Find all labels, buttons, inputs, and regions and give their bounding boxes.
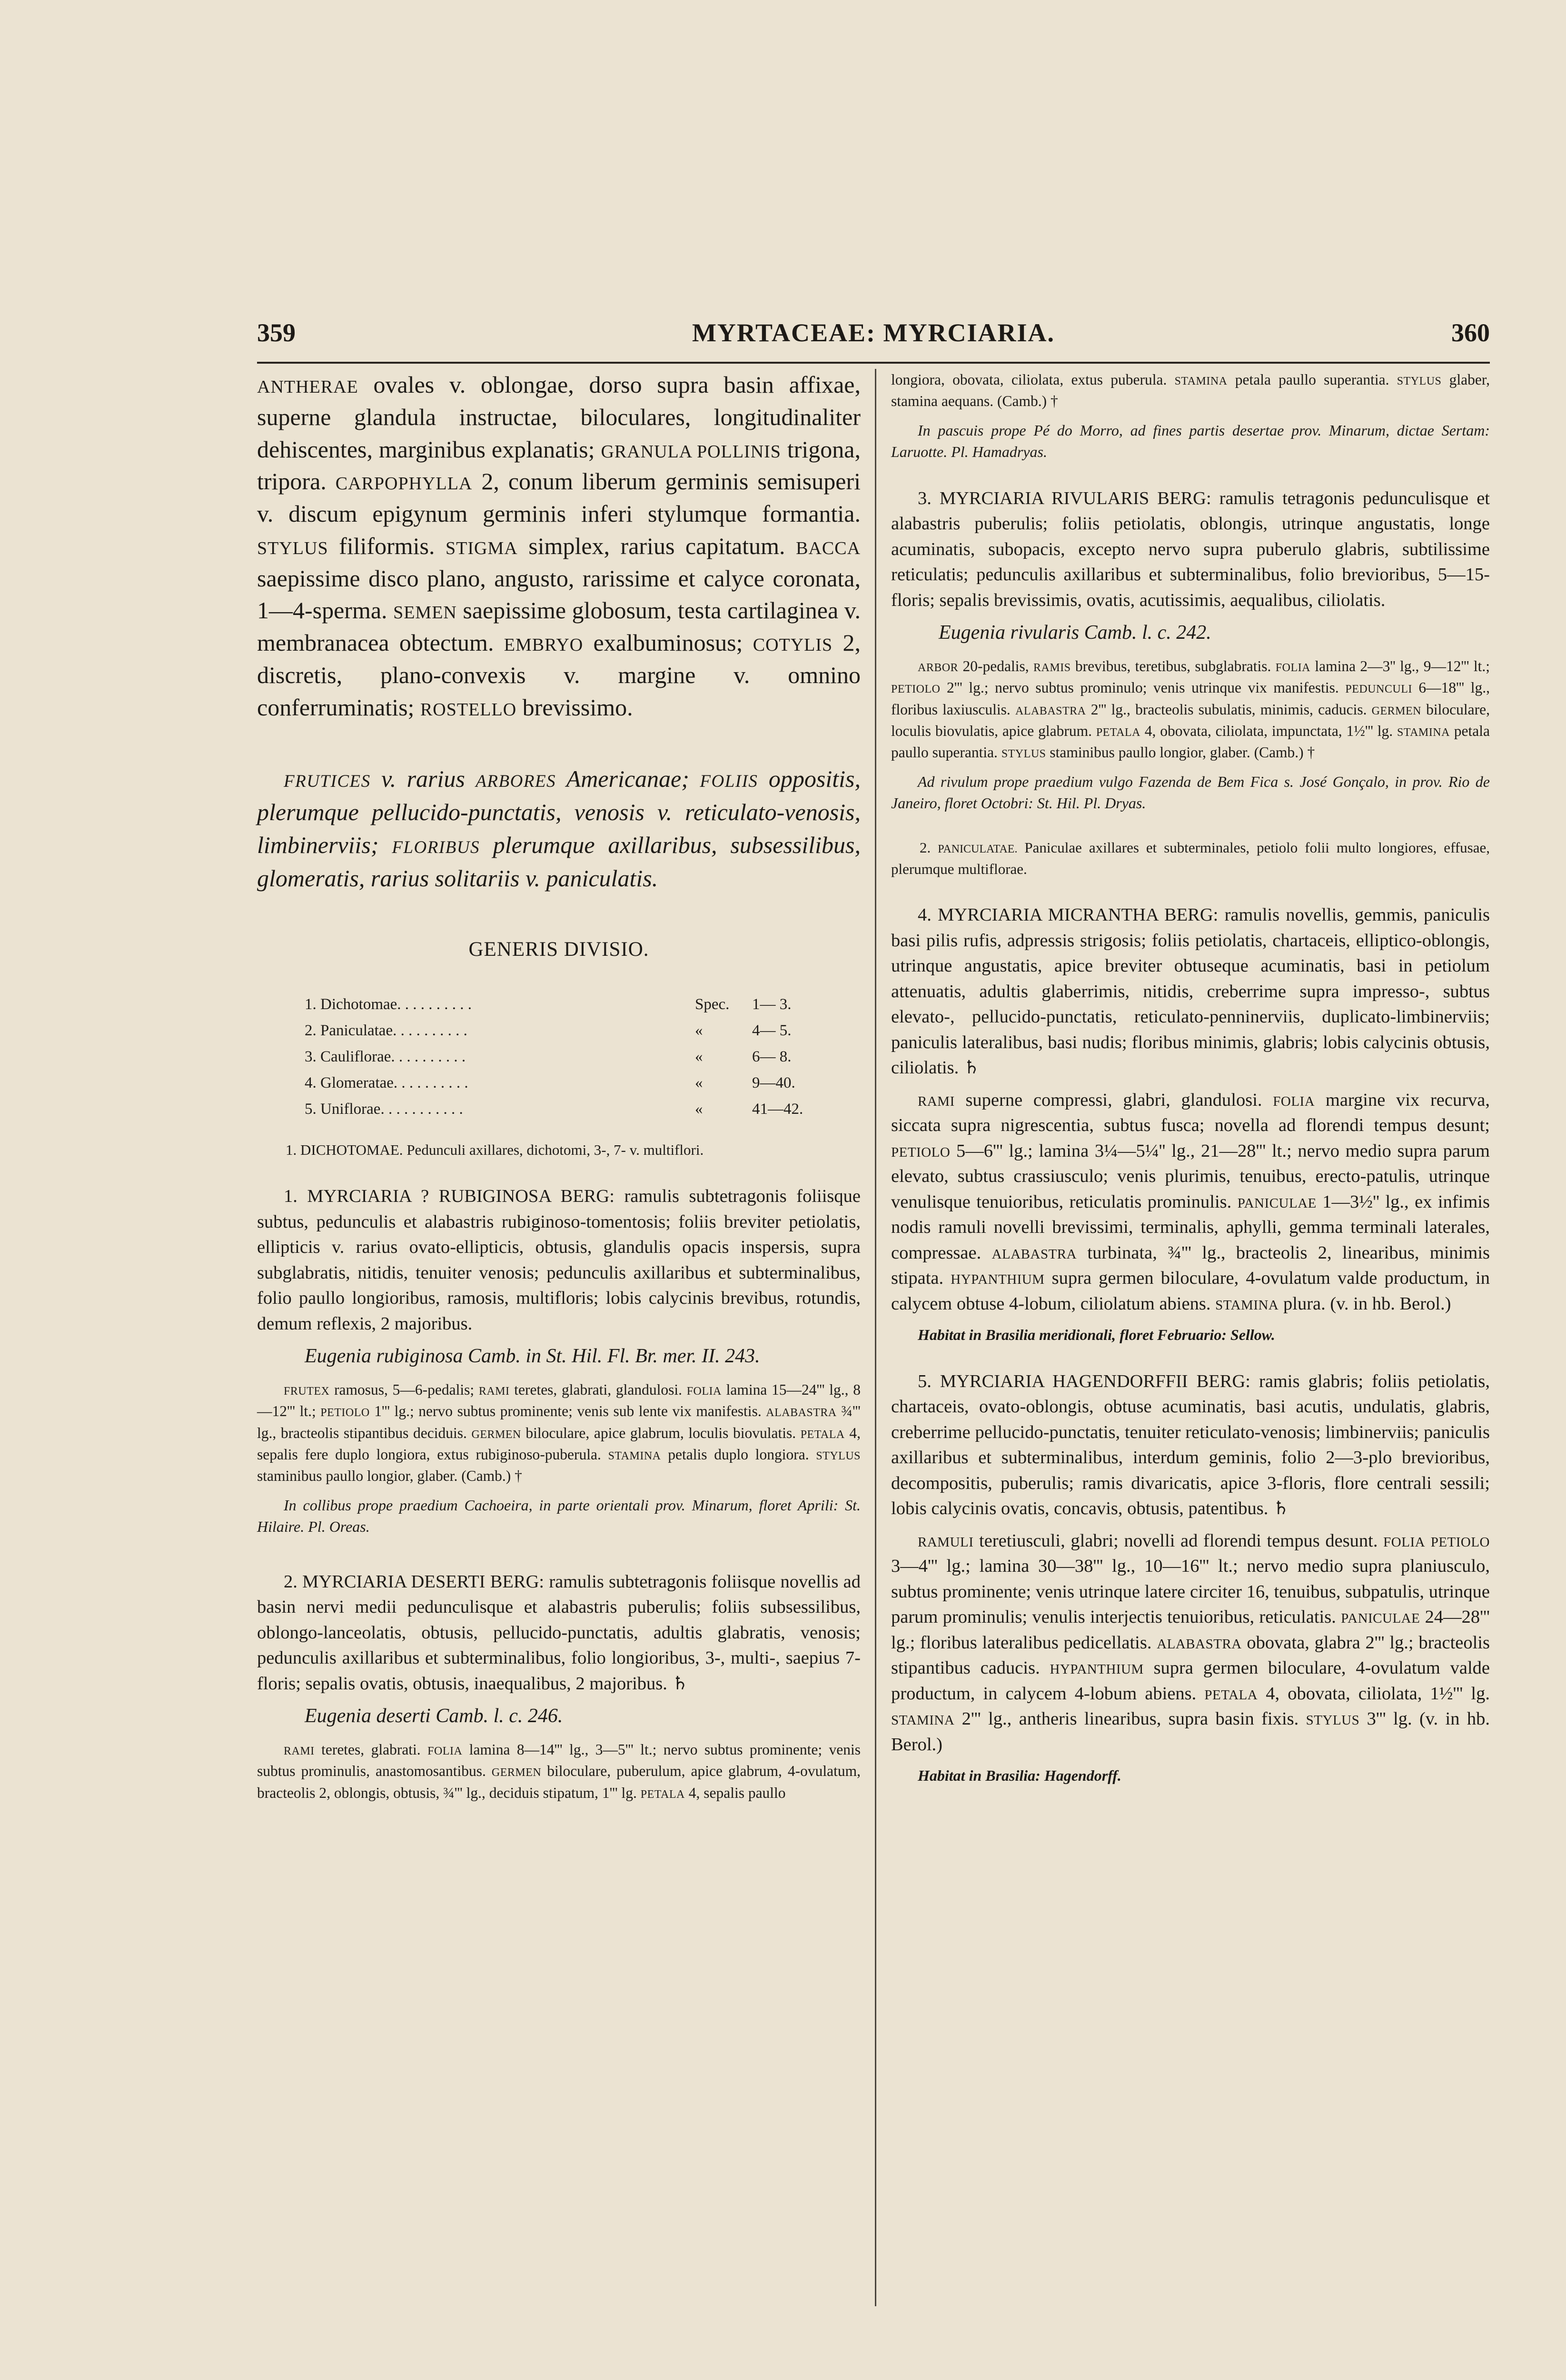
divisio-row: 2. Paniculatae. . . . . . . . . . « 4— 5. [305,1022,792,1040]
text-run: exalbuminosus; [583,629,753,656]
small-caps-term: PETIOLO [1430,1534,1490,1550]
small-caps-term: GERMEN [491,1766,542,1779]
small-caps-term: FOLIA [427,1745,463,1757]
small-caps-term: FOLIIS [700,772,758,792]
text-run: margine vix recurva, siccata supra nigrescentia, subtus fusca; novella ad florendi tempus desunt; [891,1090,1490,1136]
text-run: lamina 15—24''' lg., 8—12''' lt.; [257,1381,861,1420]
small-caps-term: BACCA [796,538,861,558]
text-run: 4, sepalis fere duplo longiora, extus rubiginoso-puberula. [257,1424,861,1463]
small-caps-term: STAMINA [891,1713,955,1728]
page-number-left: 359 [257,318,296,347]
running-title: MYRTACEAE: MYRCIARIA. [692,318,1055,347]
small-caps-term: PETALA [640,1788,685,1801]
text-run: biloculare, loculis biovulatis, apice glabrum. [891,701,1490,739]
text-run: glaber, stamina aequans. (Camb.) † [891,371,1490,410]
text-run: Paniculae axillares et subterminales, petiolo folii multo longiores, effusae, plerumque multiflorae. [891,839,1490,877]
text-run: supra germen biloculare, 4-ovulatum valde productum, in calycem 4-lobum abiens. [891,1658,1490,1704]
small-caps-term: RAMIS [1033,661,1071,674]
small-caps-term: PETIOLO [320,1407,370,1419]
small-caps-term: HYPANTHIUM [951,1272,1045,1288]
species-heading-5 [891,1369,1490,1522]
small-caps-term: FRUTEX [284,1385,330,1398]
species-description-1 [257,1379,861,1487]
header-rule [257,362,1490,364]
text-run: brevissimo. [516,694,633,721]
text-run: teretes, glabrati. [314,1741,428,1758]
text-run: ramosus, 5—6-pedalis; [329,1381,479,1398]
generis-divisio-title: GENERIS DIVISIO. [468,938,649,961]
text-run: obovata, glabra 2''' lg.; bracteolis stipantibus caducis. [891,1632,1490,1678]
text-run: 2. [920,839,938,856]
small-caps-term: STIGMA [446,538,518,558]
text-run: 2''' lg., bracteolis subulatis, minimis, caducis. [1086,701,1372,718]
text-run: superne compressi, glabri, glandulosi. [954,1090,1273,1110]
small-caps-term: RAMULI [918,1534,974,1550]
text-run: filiformis. [328,532,446,559]
small-caps-term: GERMEN [1371,704,1421,717]
text-run: : ramis glabris; foliis petiolatis, chartaceis, ovato-oblongis, obtuse acuminatis, basi acutis, undulatis, glabris, creberrime pellucido-punctatis, tenuiter reticulato-venosis; limbinerviis; paniculis axillaribus et subterminalibus, interdum geminis, folio 2—3-plo brevioribus, decompositis, puberulis; ramis divaricatis, apice 3-floris, flore centrali sessili; lobis calycinis ovatis, concavis, obtusis, patentibus. ♄ [891,1371,1490,1519]
small-caps-term: STYLUS [257,538,328,558]
text-run: teretiusculi, glabri; novelli ad florendi tempus desunt. [973,1530,1384,1551]
small-caps-term: FOLIA [1383,1534,1426,1550]
text-run: ovales v. oblongae, dorso supra basin affixae, superne glandula instructae, biloculares, longitudinaliter dehiscentes, marginibus explanatis; [257,371,861,463]
divisio-row: 3. Cauliflorae. . . . . . . . . . « 6— 8. [305,1048,792,1066]
habitat-1: In collibus prope praedium Cachoeira, in parte orientali prov. Minarum, floret Aprili: St. Hilaire. Pl. Oreas. [257,1496,861,1536]
text-run: 20-pedalis, [958,657,1034,674]
divisio-row: 1. Dichotomae. . . . . . . . . . Spec. 1— 3. [305,996,792,1013]
species-description-2-continued [891,369,1490,412]
small-caps-term: ARBOR [918,661,959,674]
small-caps-term: DICHOTOMAE. [300,1141,403,1159]
small-caps-term: FOLIA [1273,1093,1315,1109]
small-caps-term: PANICULAE [1341,1611,1420,1626]
small-caps-term: HYPANTHIUM [1050,1662,1144,1677]
small-caps-term: RAMI [478,1385,510,1398]
text-run: 4. MYRCIARIA MICRANTHA [918,905,1164,925]
small-caps-term: GRANULA POLLINIS [601,441,781,462]
text-run: : ramulis tetragonis pedunculisque et alabastris puberulis; foliis petiolatis, oblongis, utrinque angustatis, longe acuminatis, subopacis, excepto nervo supra puberulo glabris, subtilissime reticulatis; pedunculis axillaribus et subterminalibus, folio brevioribus, 5—15-floris; sepalis brevissimis, ovatis, acutissimis, aequalibus, ciliolatis. [891,488,1490,610]
text-run: : ramulis subtetragonis foliisque subtus, pedunculis et alabastris rubiginoso-tomentosis; foliis breviter petiolatis, ellipticis v. rarius ovato-ellipticis, obtusis, glandulis opacis inspersis, supra subglabratis, nitidis, tenuiter venosis; pedunculis axillaribus et subterminalibus, folio paullo longioribus, ramosis, multifloris; lobis calycinis brevibus, rotundis, demum reflexis, 2 majoribus. [257,1186,861,1334]
text-run: saepissime globosum, testa cartilaginea v. membranacea obtectum. [257,597,861,656]
text-run: 4, sepalis paullo [684,1784,786,1801]
text-run: 3''' lg. (v. in hb. Berol.) [891,1709,1490,1755]
small-caps-term: BERG [490,1571,539,1592]
small-caps-term: ARBORES [476,772,556,792]
small-caps-term: PEDUNCULI [1345,683,1412,696]
habit-paragraph [257,763,861,895]
text-run: 2, conum liberum germinis semisuperi v. discum epigynum germinis inferi stylumque formantia. [257,468,861,527]
text-run: 1''' lg.; nervo subtus prominente; venis sub lente vix manifestis. [369,1403,766,1420]
text-run: 1. MYRCIARIA ? RUBIGINOSA [284,1186,561,1207]
text-run: 24—28''' lg.; floribus lateralibus pedicellatis. [891,1607,1490,1653]
small-caps-term: PANICULATAE. [938,843,1018,855]
text-run: biloculare, apice glabrum, loculis biovulatis. [521,1424,801,1441]
small-caps-term: RAMI [284,1745,315,1757]
text-run: 5. MYRCIARIA HAGENDORFFII [918,1371,1197,1391]
small-caps-term: FRUTICES [284,772,371,792]
text-run: 1. [286,1141,300,1159]
small-caps-term: PETALA [1096,726,1140,739]
species-description-4 [891,1088,1490,1317]
text-run: plura. (v. in hb. Berol.) [1279,1293,1451,1314]
small-caps-term: COTYLIS [753,635,833,655]
section-note-dichotomae [257,1140,861,1161]
text-run: 2''' lg.; nervo subtus prominulo; venis utrinque vix manifestis. [940,679,1346,696]
text-run: oppositis, plerumque pellucido-punctatis, venosis v. reticulato-venosis, limbinerviis; [257,765,861,859]
text-run: 2''' lg., antheris linearibus, supra basin fixis. [954,1709,1306,1729]
text-run: 4, obovata, ciliolata, 1½''' lg. [1258,1683,1490,1704]
small-caps-term: GERMEN [471,1428,521,1441]
small-caps-term: STAMINA [1215,1297,1279,1313]
column-divider [875,369,876,2306]
habitat-3: Ad rivulum prope praedium vulgo Fazenda de Bem Fica s. José Gonçalo, in prov. Rio de Janeiro, floret Octobri: St. Hil. Pl. Dryas. [891,773,1490,812]
text-run: biloculare, puberulum, apice glabrum, 4-ovulatum, bracteolis 2, oblongis, obtusis, ¾''' lg., deciduis stipatum, 1''' lg. [257,1763,861,1801]
text-run: plerumque axillaribus, subsessilibus, glomeratis, rarius solitariis v. paniculatis. [257,832,861,892]
habitat-5: Habitat in Brasilia: Hagendorff. [918,1767,1121,1785]
divisio-row: 4. Glomeratae. . . . . . . . . . « 9—40. [305,1074,795,1092]
text-run: 6—18''' lg., floribus laxiusculis. [891,679,1490,718]
habitat-2: In pascuis prope Pé do Morro, ad fines partis desertae prov. Minarum, dictae Sertam: Laruotte. Pl. Hamadryas. [891,421,1490,461]
small-caps-term: PETALA [800,1428,845,1441]
text-run: trigona, tripora. [257,436,861,495]
species-heading-3 [891,486,1490,614]
small-caps-term: ANTHERAE [257,377,358,397]
text-run [1425,1531,1431,1551]
section-note-paniculatae [891,837,1490,880]
text-run: 2, discretis, plano-convexis v. margine v. omnino conferruminatis; [257,629,861,721]
text-run: 5—6''' lg.; lamina 3¼—5¼'' lg., 21—28''' lt.; nervo medio supra parum elevato, subtus crassiusculo; venis plurimis, tenuibus, erecto-patulis, utrinque venulisque tenuioribus, reticulatis prominulis. [891,1140,1490,1212]
right-column [891,369,1490,1787]
small-caps-term: CARPOPHYLLA [335,474,473,494]
small-caps-term: SEMEN [393,603,457,623]
species-heading-2 [257,1569,861,1697]
small-caps-term: FLORIBUS [392,838,480,858]
small-caps-term: PETIOLO [891,683,941,696]
small-caps-term: ALABASTRA [1157,1636,1242,1652]
species-description-5 [891,1528,1490,1758]
small-caps-term: EMBRYO [504,635,584,655]
text-run: : ramulis subtetragonis foliisque novellis ad basin nervi medii pedunculisque et alabastris puberulis; foliis subsessilibus, oblongo-lanceolatis, obtusis, pellucido-punctatis, adultis glabratis, venosis; pedunculis axillaribus et subterminalibus, folio longioribus, 3-, multi-, saepius 7-floris; sepalis ovatis, obtusis, inaequalibus, 2 majoribus. ♄ [257,1571,861,1694]
small-caps-term: ALABASTRA [1015,704,1086,717]
small-caps-term: BERG [1196,1371,1246,1391]
text-run: supra germen biloculare, 4-ovulatum valde productum, in calycem obtuse 4-lobum, ciliolatum abiens. [891,1268,1490,1314]
small-caps-term: PANICULAE [1237,1195,1317,1211]
small-caps-term: FOLIA [686,1385,722,1398]
species-description-3 [891,655,1490,764]
small-caps-term: STYLUS [1306,1713,1360,1728]
small-caps-term: STYLUS [1001,748,1046,761]
divisio-table [305,992,861,1122]
small-caps-term: STYLUS [1397,375,1442,387]
small-caps-term: ALABASTRA [991,1246,1077,1262]
text-run: lamina 2—3'' lg., 9—12''' lt.; [1310,657,1490,674]
small-caps-term: PETIOLO [891,1144,951,1160]
divisio-row: 5. Uniflorae. . . . . . . . . . . « 41—42. [305,1101,803,1118]
page-number-right: 360 [1451,318,1490,347]
small-caps-term: BERG [1164,905,1213,925]
small-caps-term: STYLUS [816,1450,861,1463]
small-caps-term: BERG [560,1186,610,1207]
small-caps-term: STAMINA [1174,375,1228,387]
text-run: turbinata, ¾''' lg., bracteolis 2, linearibus, minimis stipata. [891,1242,1490,1289]
text-run: staminibus paullo longior, glaber. (Camb.) † [1046,744,1315,761]
text-run: lamina 8—14''' lg., 3—5''' lt.; nervo subtus prominente; venis subtus prominulis, anastomosantibus. [257,1741,861,1780]
small-caps-term: STAMINA [1397,726,1450,739]
text-run: : ramulis novellis, gemmis, paniculis basi pilis rufis, adpressis strigosis; foliis petiolatis, chartaceis, elliptico-oblongis, utrinque angustatis, apice breviter obtuseque acuminatis, basi in petiolum attenuatis, adultis glaberrimis, nitidis, creberrime supra impresso-, subtus elevato-, pellucido-punctatis, reticulato-penninerviis, duplicato-limbinerviis; paniculis lateralibus, basi nudis; floribus minimis, glabris; lobis calycinis obtusis, ciliolatis. ♄ [891,905,1490,1078]
habitat-4: Habitat in Brasilia meridionali, floret Februario: Sellow. [918,1326,1275,1344]
text-run: brevibus, teretibus, subglabratis. [1070,657,1276,674]
synonym-1: Eugenia rubiginosa Camb. in St. Hil. Fl. Br. mer. II. 243. [305,1345,760,1368]
species-description-2 [257,1739,861,1804]
text-run: ¾''' lg., bracteolis stipantibus deciduis. [257,1403,861,1441]
small-caps-term: ROSTELLO [420,699,517,720]
text-run: petalis duplo longiora. [661,1446,816,1463]
small-caps-term: ALABASTRA [766,1407,837,1419]
small-caps-term: RAMI [918,1093,955,1109]
text-run: staminibus paullo longior, glaber. (Camb.) † [257,1468,522,1485]
species-heading-4 [891,902,1490,1081]
text-run: teretes, glabrati, glandulosi. [509,1381,687,1398]
small-caps-term: PETALA [1204,1687,1258,1703]
genus-description-continued [257,369,861,724]
species-heading-1 [257,1184,861,1337]
text-run: v. rarius [370,765,476,793]
text-run: longiora, obovata, ciliolata, extus puberula. [891,371,1175,388]
text-run: Pedunculi axillares, dichotomi, 3-, 7- v. multiflori. [403,1141,704,1159]
text-run: petala paullo superantia. [1227,371,1397,388]
text-run: 2. MYRCIARIA DESERTI [284,1571,490,1592]
text-run: petala paullo superantia. [891,722,1490,761]
page-header [257,318,1490,356]
small-caps-term: STAMINA [608,1450,661,1463]
text-run: 3—4''' lg.; lamina 30—38''' lg., 10—16''' lt.; nervo medio supra planiusculo, subtus prominente; venis utrinque latere circiter 16, tenuibus, subpatulis, utrinque parum prominulis; venulis interjectis tenuioribus, reticulatis. [891,1556,1490,1627]
text-run: Americanae; [556,765,700,793]
left-column [257,369,861,1804]
text-run: simplex, rarius capitatum. [517,532,796,559]
text-run: 4, obovata, ciliolata, impunctata, 1½''' lg. [1140,722,1398,739]
text-run: saepissime disco plano, angusto, rarissime et calyce coronata, 1—4-sperma. [257,565,861,624]
synonym-2: Eugenia deserti Camb. l. c. 246. [305,1705,563,1727]
text-run: 3. MYRCIARIA RIVULARIS [918,488,1158,508]
small-caps-term: BERG [1157,488,1206,508]
synonym-3: Eugenia rivularis Camb. l. c. 242. [939,622,1211,644]
text-run: 1—3½'' lg., ex infimis nodis ramuli novelli brevissimi, terminalis, aphylli, gemma terminali laterales, compressae. [891,1191,1490,1263]
small-caps-term: FOLIA [1275,661,1310,674]
